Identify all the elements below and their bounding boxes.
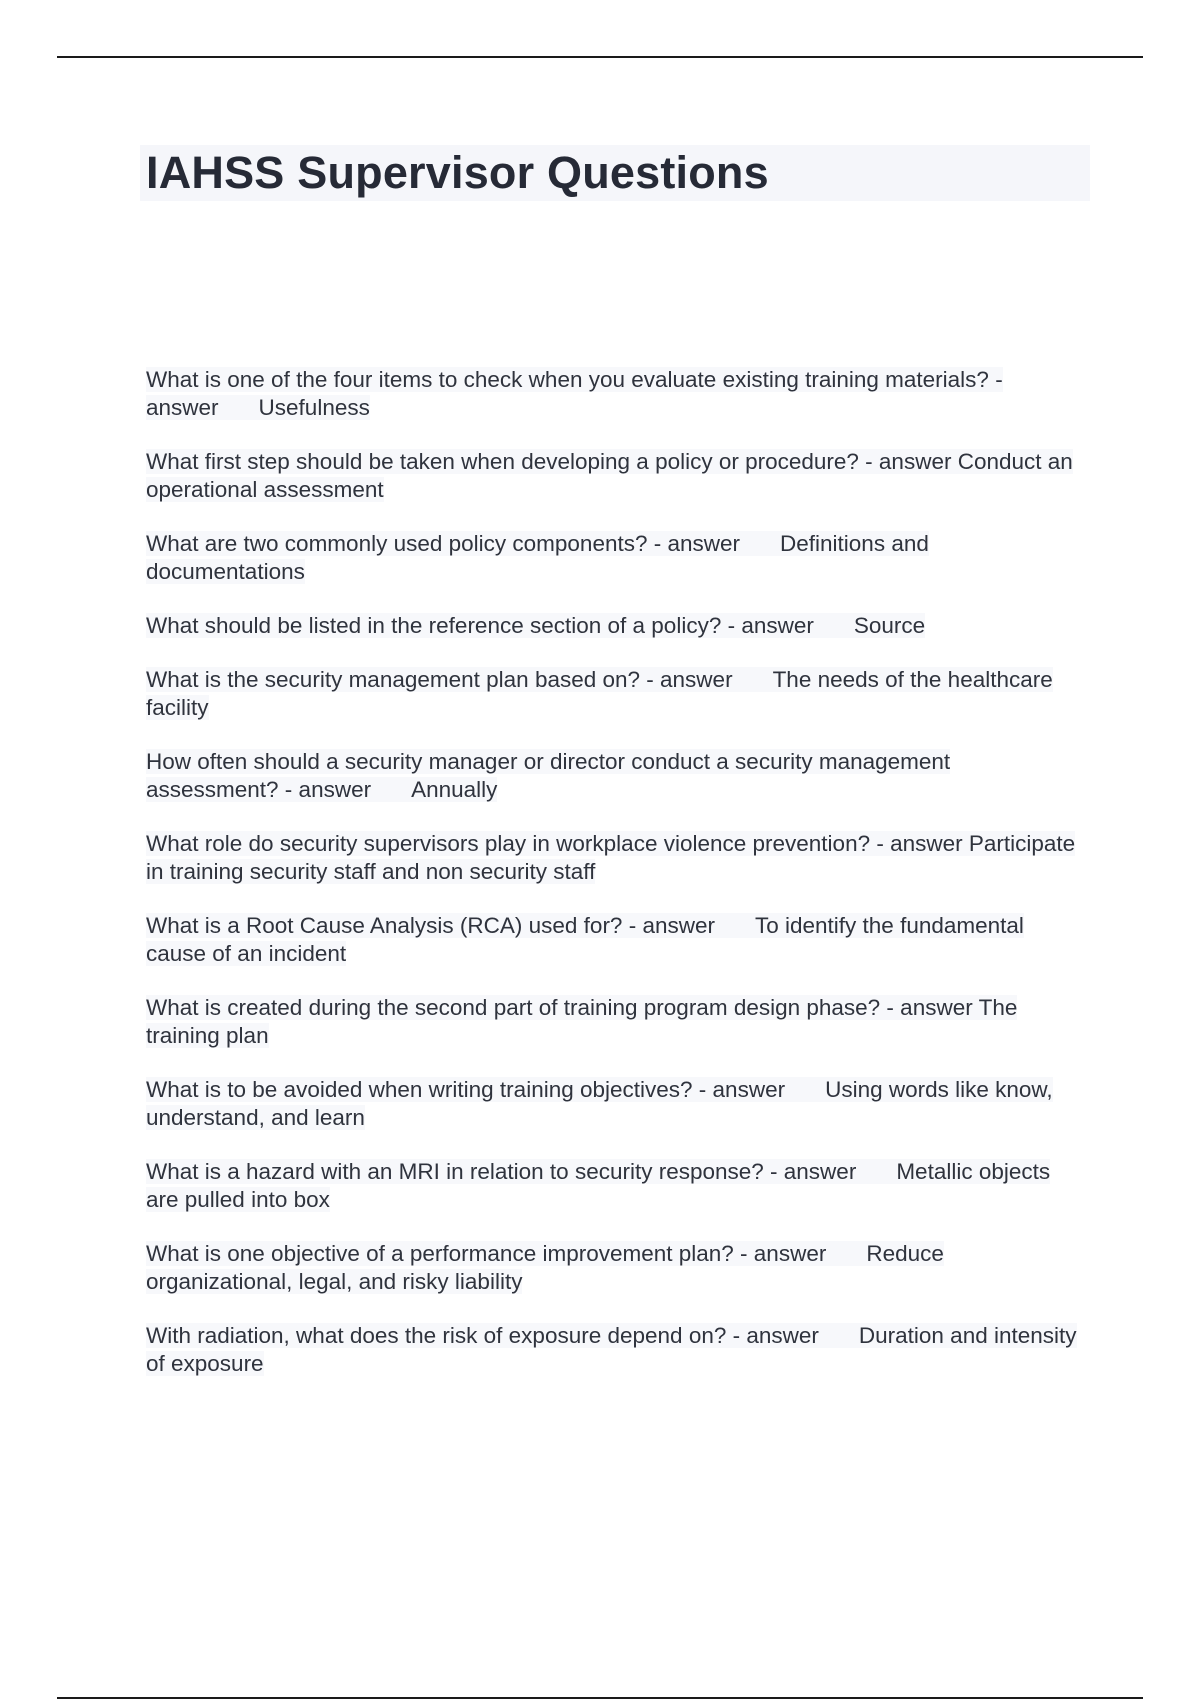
answer-text: Annually [411, 777, 498, 802]
qa-item-3 [146, 530, 1081, 586]
qa-item-9 [146, 994, 1081, 1050]
answer-text: Usefulness [258, 395, 370, 420]
question-text: What is the security management plan based on? - answer [146, 667, 733, 692]
answer-text: Duration and intensity of exposure [146, 1323, 1077, 1376]
answer-text: Conduct an operational assessment [146, 449, 1073, 502]
qa-item-1 [146, 366, 1081, 422]
answer-text: The needs of the healthcare facility [146, 667, 1053, 720]
question-text: What is one objective of a performance improvement plan? - answer [146, 1241, 827, 1266]
question-text: What should be listed in the reference section of a policy? - answer [146, 613, 814, 638]
qa-item-4 [146, 612, 1081, 640]
question-text: What first step should be taken when developing a policy or procedure? - answer [146, 449, 952, 474]
answer-text: The training plan [146, 995, 1018, 1048]
question-text: How often should a security manager or director conduct a security management assessment? - answer [146, 749, 951, 802]
answer-text: Reduce organizational, legal, and risky liability [146, 1241, 944, 1294]
bottom-rule [57, 1697, 1143, 1699]
qa-list [146, 366, 1081, 1404]
answer-text: Metallic objects are pulled into box [146, 1159, 1051, 1212]
page-title: IAHSS Supervisor Questions [146, 147, 769, 198]
answer-text: To identify the fundamental cause of an incident [146, 913, 1024, 966]
question-text: With radiation, what does the risk of exposure depend on? - answer [146, 1323, 819, 1348]
qa-item-5 [146, 666, 1081, 722]
answer-text: Participate in training security staff and non security staff [146, 831, 1076, 884]
qa-item-8 [146, 912, 1081, 968]
qa-item-7 [146, 830, 1081, 886]
question-text: What is to be avoided when writing training objectives? - answer [146, 1077, 786, 1102]
question-text: What is a hazard with an MRI in relation to security response? - answer [146, 1159, 857, 1184]
qa-item-12 [146, 1240, 1081, 1296]
answer-text: Using words like know, understand, and learn [146, 1077, 1053, 1130]
question-text: What role do security supervisors play in workplace violence prevention? - answer [146, 831, 963, 856]
qa-item-6 [146, 748, 1081, 804]
question-text: What is a Root Cause Analysis (RCA) used for? - answer [146, 913, 715, 938]
question-text: What is created during the second part of training program design phase? - answer [146, 995, 973, 1020]
question-text: What are two commonly used policy components? - answer [146, 531, 741, 556]
qa-item-10 [146, 1076, 1081, 1132]
answer-text: Definitions and documentations [146, 531, 929, 584]
qa-item-2 [146, 448, 1081, 504]
qa-item-11 [146, 1158, 1081, 1214]
top-rule [57, 56, 1143, 58]
answer-text: Source [853, 613, 926, 638]
question-text: What is one of the four items to check when you evaluate existing training materials? - answer [146, 367, 1003, 420]
qa-item-13 [146, 1322, 1081, 1378]
